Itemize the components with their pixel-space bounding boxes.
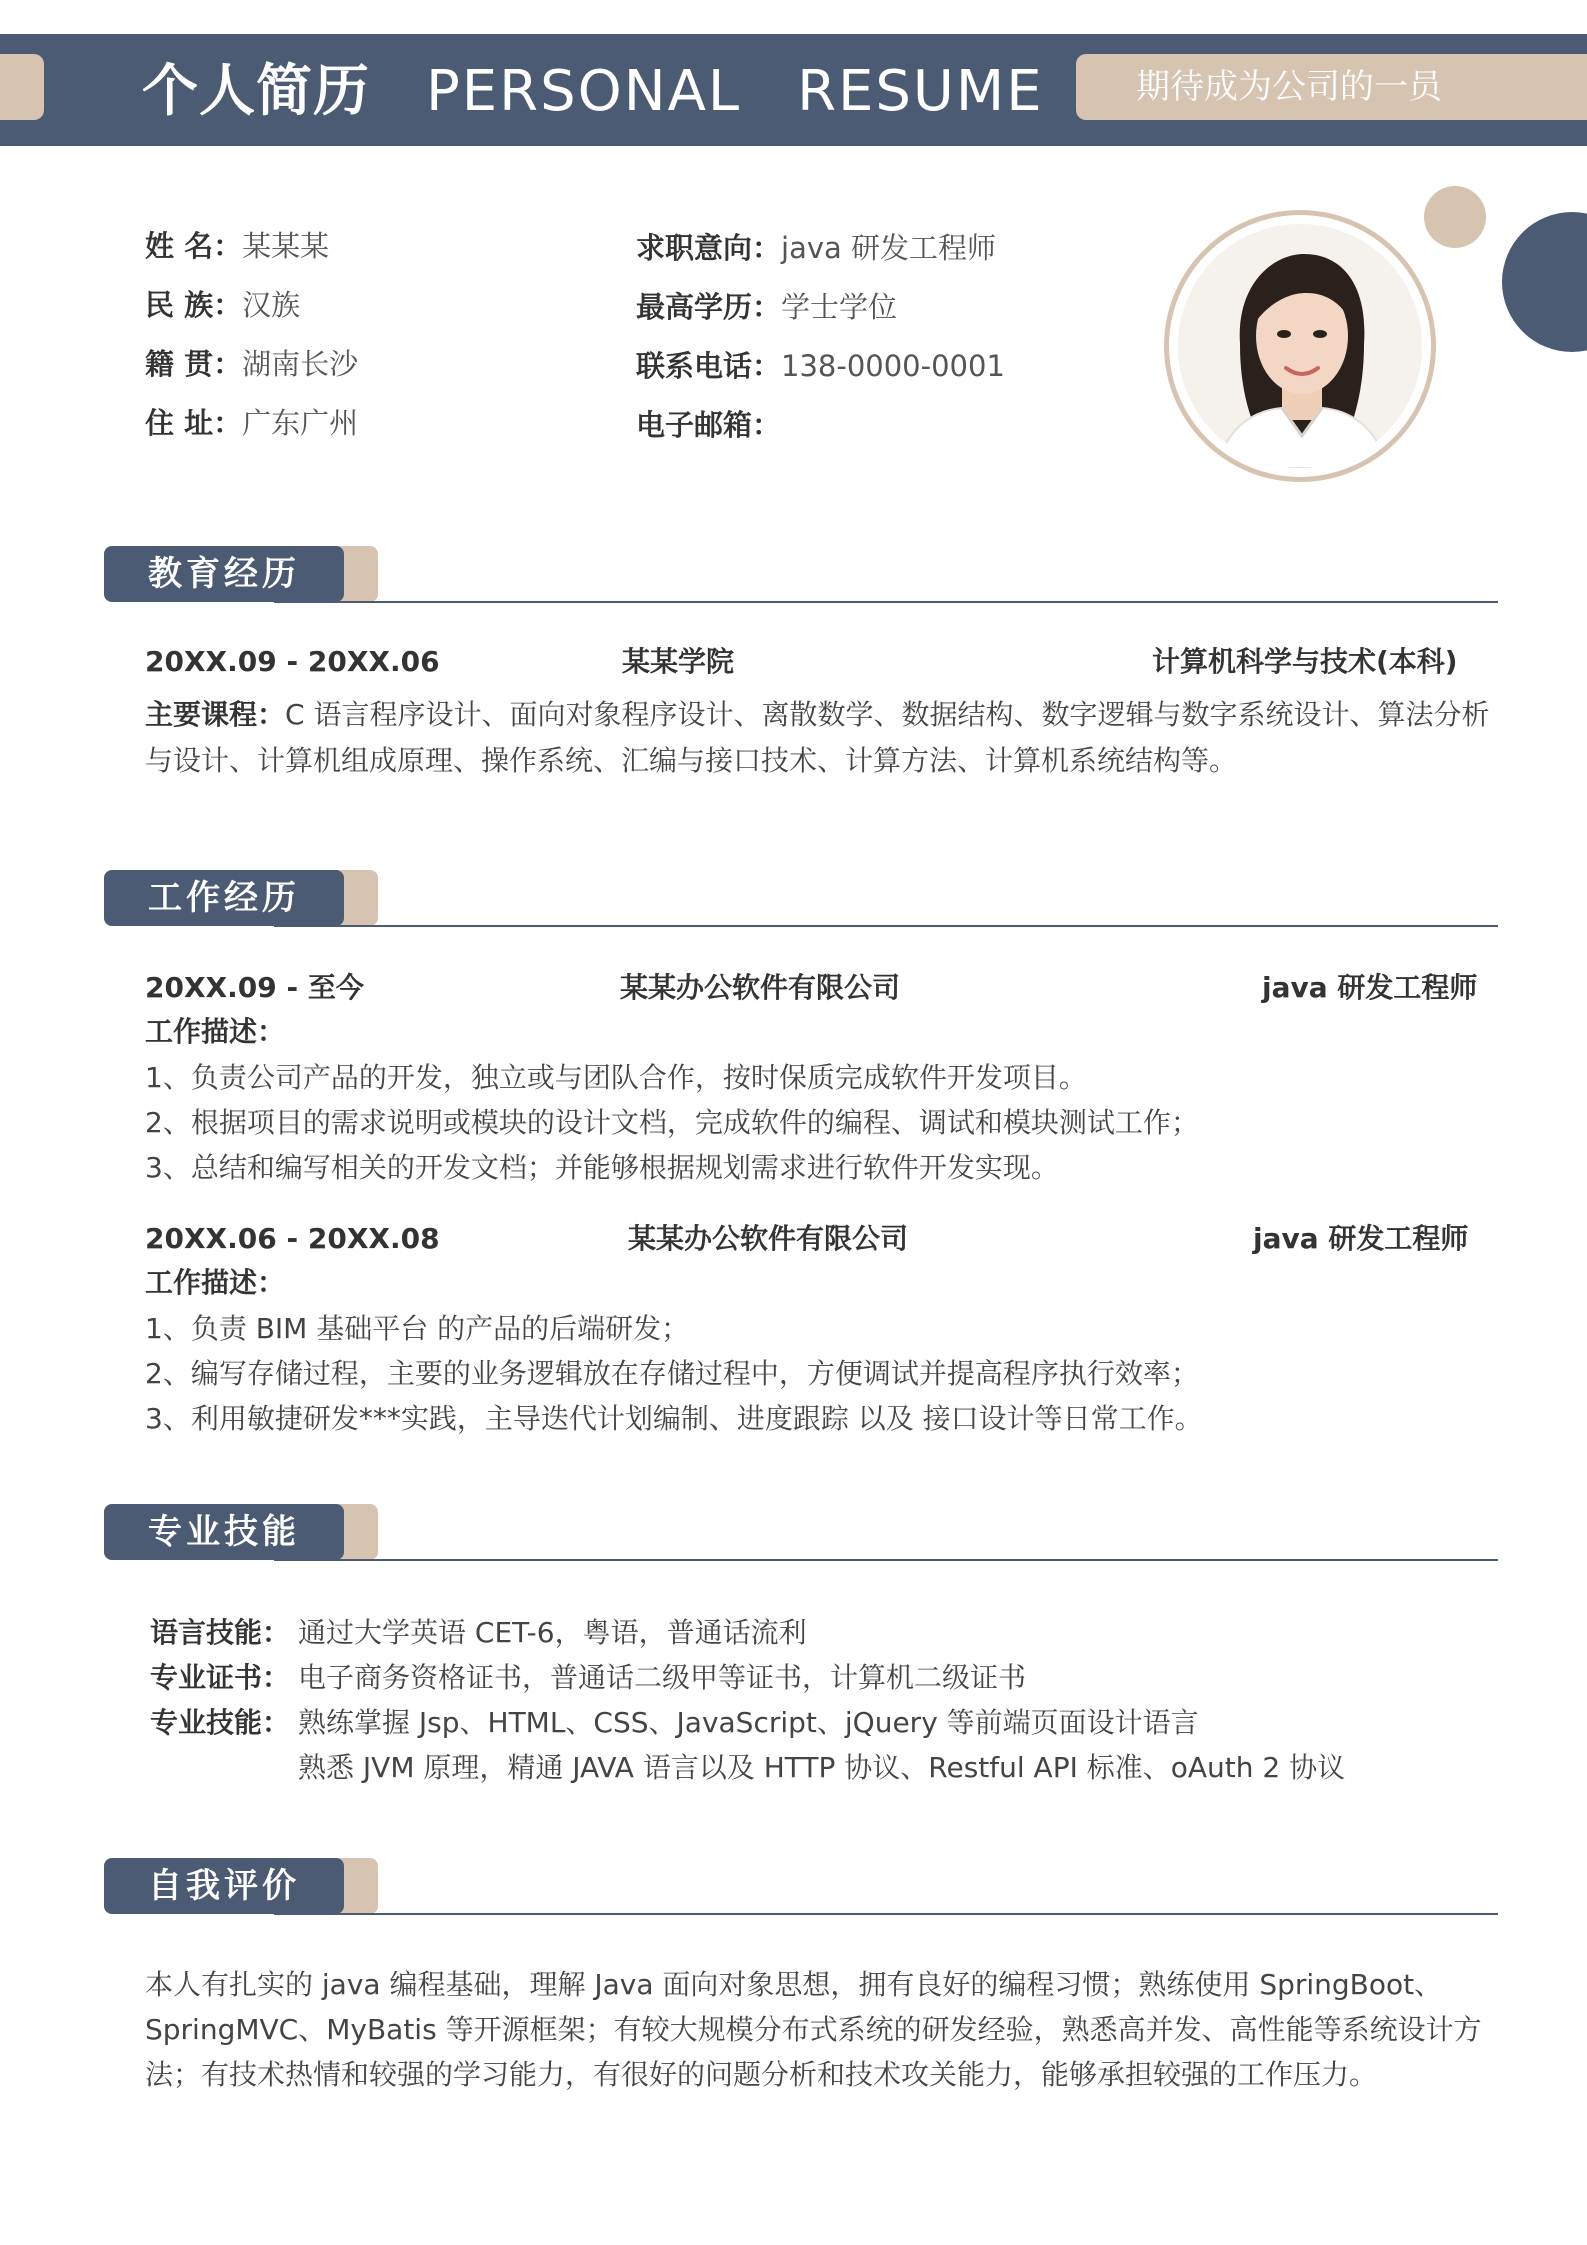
info-label: 联系电话： bbox=[636, 349, 782, 383]
info-name-row bbox=[145, 224, 358, 268]
avatar bbox=[1178, 224, 1422, 468]
skill-value: 熟悉 JVM 原理，精通 JAVA 语言以及 HTTP 协议、Restful API 标准、oAuth 2 协议 bbox=[298, 1751, 1346, 1784]
info-label: 籍 贯： bbox=[145, 347, 243, 381]
list-item: 3、利用敏捷研发***实践，主导迭代计划编制、进度跟踪 以及 接口设计等日常工作。 bbox=[145, 1402, 1203, 1435]
job-desc-list bbox=[145, 1306, 1203, 1441]
list-item: 2、编写存储过程，主要的业务逻辑放在存储过程中，方便调试并提高程序执行效率； bbox=[145, 1357, 1199, 1390]
info-label: 住 址： bbox=[145, 406, 243, 440]
title-en-1: PERSONAL bbox=[426, 59, 742, 124]
section-divider bbox=[274, 1913, 1498, 1915]
list-item: 2、根据项目的需求说明或模块的设计文档，完成软件的编程、调试和模块测试工作； bbox=[145, 1106, 1199, 1139]
info-ethnic-row bbox=[145, 283, 358, 327]
section-header-self-eval bbox=[104, 1858, 378, 1914]
info-value: 广东广州 bbox=[242, 406, 359, 440]
info-value: java 研发工程师 bbox=[781, 231, 996, 265]
info-value: 湖南长沙 bbox=[242, 347, 359, 381]
info-objective-row bbox=[636, 226, 1005, 270]
skill-row bbox=[150, 1655, 1345, 1700]
section-header-skills bbox=[104, 1504, 378, 1560]
section-header-education bbox=[104, 546, 378, 602]
section-title: 专业技能 bbox=[148, 1512, 300, 1552]
skill-label: 专业证书： bbox=[150, 1661, 291, 1694]
decor-half-circle bbox=[1502, 212, 1587, 352]
skills-list bbox=[150, 1610, 1345, 1790]
job-position: java 研发工程师 bbox=[1262, 971, 1478, 1004]
info-label: 姓 名： bbox=[145, 229, 243, 263]
skill-value: 熟练掌握 Jsp、HTML、CSS、JavaScript、jQuery 等前端页面设计语言 bbox=[298, 1706, 1199, 1739]
job-desc-list bbox=[145, 1055, 1199, 1190]
title-cn: 个人简历 bbox=[142, 59, 370, 124]
info-degree-row bbox=[636, 285, 1005, 329]
job-desc-label: 工作描述： bbox=[145, 1266, 286, 1299]
list-item: 3、总结和编写相关的开发文档；并能够根据规划需求进行软件开发实现。 bbox=[145, 1151, 1059, 1184]
info-value: 学士学位 bbox=[781, 290, 898, 324]
info-label: 电子邮箱： bbox=[636, 408, 782, 442]
header-left-accent bbox=[0, 54, 44, 120]
skill-row bbox=[150, 1745, 1345, 1790]
section-divider bbox=[274, 925, 1498, 927]
info-phone-row bbox=[636, 344, 1005, 388]
avatar-portrait-icon bbox=[1178, 224, 1422, 468]
info-email-row bbox=[636, 403, 1005, 447]
job-company: 某某办公软件有限公司 bbox=[628, 1222, 909, 1255]
self-eval-text: 本人有扎实的 java 编程基础，理解 Java 面向对象思想，拥有良好的编程习惯；熟练使用 SpringBoot、SpringMVC、MyBatis 等开源框架；有较大规模分布式系统的研发经验，熟悉高并发、高性能等系统设计方法；有技术热情和较强的学习能力，有很好的问题分析和技术攻关能力，能够承担较强的工作压力。 bbox=[145, 1968, 1482, 2091]
info-label: 最高学历： bbox=[636, 290, 782, 324]
education-period: 20XX.09 - 20XX.06 bbox=[145, 645, 440, 678]
list-item: 1、负责 BIM 基础平台 的产品的后端研发； bbox=[145, 1312, 690, 1345]
job-period: 20XX.06 - 20XX.08 bbox=[145, 1222, 440, 1255]
section-header-work bbox=[104, 870, 378, 926]
list-item: 1、负责公司产品的开发，独立或与团队合作，按时保质完成软件开发项目。 bbox=[145, 1061, 1087, 1094]
courses-label: 主要课程： bbox=[145, 698, 286, 731]
section-title: 教育经历 bbox=[148, 554, 300, 594]
info-value: 138-0000-0001 bbox=[781, 349, 1005, 383]
info-label: 求职意向： bbox=[636, 231, 782, 265]
section-divider bbox=[274, 1559, 1498, 1561]
job-position: java 研发工程师 bbox=[1253, 1222, 1469, 1255]
courses-text: C 语言程序设计、面向对象程序设计、离散数学、数据结构、数字逻辑与数字系统设计、算法分析与设计、计算机组成原理、操作系统、汇编与接口技术、计算方法、计算机系统结构等。 bbox=[145, 698, 1490, 777]
info-value: 某某某 bbox=[242, 229, 330, 263]
decor-dot bbox=[1424, 186, 1486, 248]
job-desc-label: 工作描述： bbox=[145, 1015, 286, 1048]
skill-label: 语言技能： bbox=[150, 1616, 291, 1649]
info-label: 民 族： bbox=[145, 288, 243, 322]
skill-label: 专业技能： bbox=[150, 1706, 291, 1739]
info-address-row bbox=[145, 401, 358, 445]
skill-row bbox=[150, 1610, 1345, 1655]
header-slogan: 期待成为公司的一员 bbox=[1076, 54, 1587, 120]
info-value: 汉族 bbox=[242, 288, 301, 322]
page-title bbox=[142, 52, 1044, 132]
section-title: 工作经历 bbox=[148, 878, 300, 918]
section-divider bbox=[274, 601, 1498, 603]
title-en-2: RESUME bbox=[797, 59, 1044, 124]
personal-right-column bbox=[636, 226, 1005, 447]
job-company: 某某办公软件有限公司 bbox=[620, 971, 901, 1004]
skill-value: 电子商务资格证书，普通话二级甲等证书，计算机二级证书 bbox=[298, 1661, 1027, 1694]
section-title: 自我评价 bbox=[148, 1866, 300, 1906]
skill-value: 通过大学英语 CET-6，粤语，普通话流利 bbox=[298, 1616, 807, 1649]
education-courses bbox=[145, 692, 1495, 784]
job-period: 20XX.09 - 至今 bbox=[145, 971, 364, 1004]
personal-left-column bbox=[145, 224, 358, 445]
education-major: 计算机科学与技术(本科) bbox=[1152, 645, 1458, 678]
education-school: 某某学院 bbox=[622, 645, 735, 678]
info-native-row bbox=[145, 342, 358, 386]
skill-row bbox=[150, 1700, 1345, 1745]
